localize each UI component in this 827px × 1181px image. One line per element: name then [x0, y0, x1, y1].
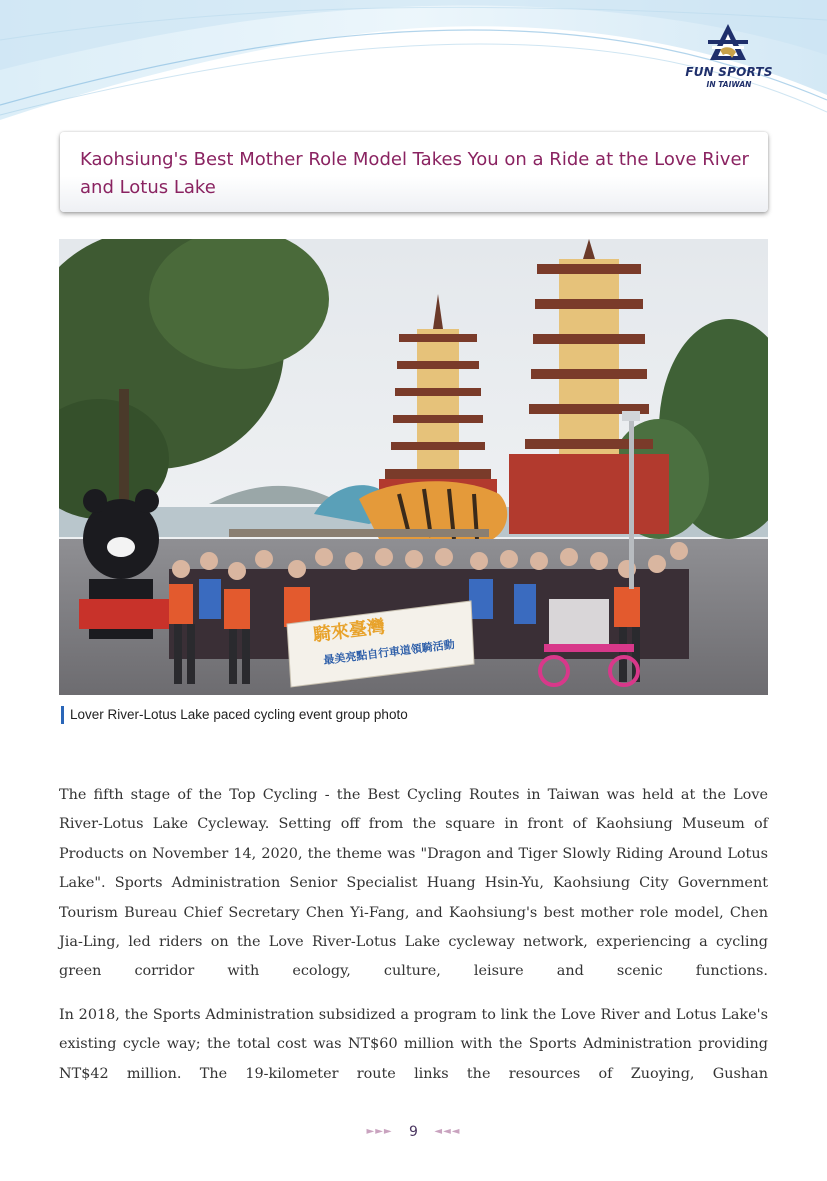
- article-paragraph-2: In 2018, the Sports Administration subsidized a program to link the Love River and Lotus Lake's existing cycle way; the total cost was NT$60 million with the Sports Administration providing NT$42 million. The 19-kilometer route links the resources of Zuoying, Gushan: [59, 1007, 768, 1082]
- caption-marker: [61, 706, 64, 724]
- photo-caption: Lover River-Lotus Lake paced cycling event group photo: [70, 707, 408, 722]
- page-footer: [0, 1124, 827, 1140]
- banner-subtitle: 最美亮點自行車道領騎活動: [322, 637, 456, 667]
- article-title-box: [60, 132, 768, 212]
- logo-text-in-taiwan: IN TAIWAN: [706, 80, 752, 89]
- logo-text-fun-sports: FUN SPORTS: [685, 65, 773, 79]
- group-photo: [59, 239, 768, 695]
- article-paragraph-1: The fifth stage of the Top Cycling - the Best Cycling Routes in Taiwan was held at the Love River-Lotus Lake Cycleway. Setting off from the square in front of Kaohsiung Museum of Products on November 14, 2020, the theme was "Dragon and Tiger Slowly Riding Around Lotus Lake". Sports Administration Senior Specialist Huang Hsin-Yu, Kaohsiung City Government Tourism Bureau Chief Secretary Chen Yi-Fang, and Kaohsiung's best mother role model, Chen Jia-Ling, led riders on the Love River-Lotus Lake cycleway network, experiencing a cycling green corridor with ecology, culture, leisure and scenic functions.: [59, 787, 768, 980]
- page-number: 9: [409, 1124, 418, 1140]
- left-arrows-icon: ◄◄◄: [434, 1126, 461, 1137]
- article-title: Kaohsiung's Best Mother Role Model Takes You on a Ride at the Love River and Lotus Lake: [80, 149, 749, 198]
- group-photo-illustration: [59, 239, 768, 695]
- banner-title: 騎來臺灣: [312, 616, 387, 646]
- fun-sports-logo: [684, 22, 774, 92]
- right-arrows-icon: ►►►: [366, 1126, 393, 1137]
- fun-sports-logo-icon: [706, 22, 750, 62]
